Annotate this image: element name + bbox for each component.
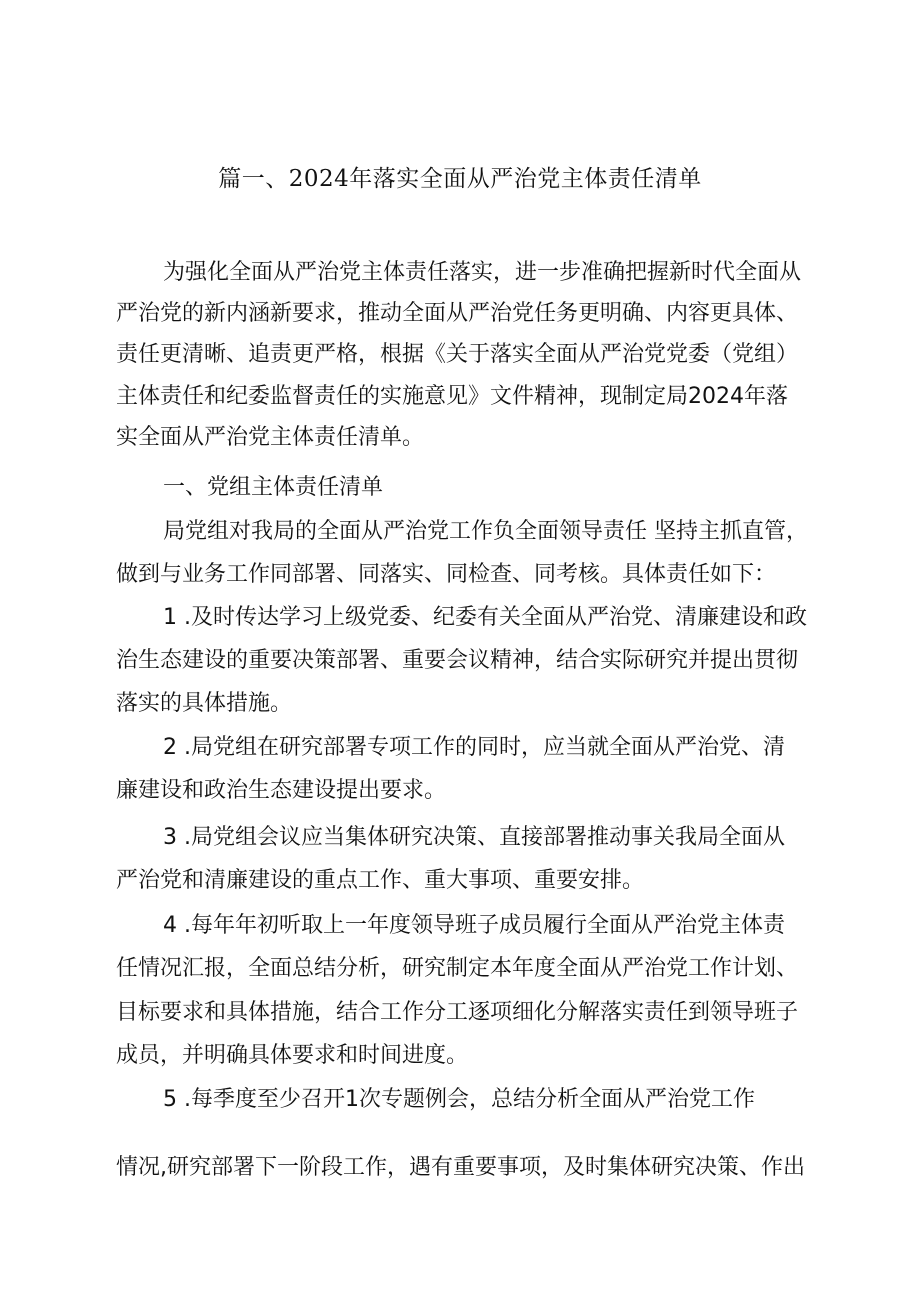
section-heading: 一、党组主体责任清单 xyxy=(163,475,384,500)
list-item-line: 目标要求和具体措施，结合工作分工逐项细化分解落实责任到领导班子 xyxy=(116,1000,799,1025)
list-item-line: 2 .局党组在研究部署专项工作的同时，应当就全面从严治党、清 xyxy=(163,735,785,760)
document-title: 篇一、2024年落实全面从严治党主体责任清单 xyxy=(218,166,702,192)
paragraph-line: 做到与业务工作同部署、同落实、同检查、同考核。具体责任如下： xyxy=(116,562,777,587)
list-item-line: 3 .局党组会议应当集体研究决策、直接部署推动事关我局全面从 xyxy=(163,825,785,850)
paragraph-line: 局党组对我局的全面从严治党工作负全面领导责任 坚持主抓直管， xyxy=(163,519,808,544)
paragraph-line: 严治党的新内涵新要求，推动全面从严治党任务更明确、内容更具体、 xyxy=(116,301,799,326)
list-item-line: 成员，并明确具体要求和时间进度。 xyxy=(116,1043,469,1068)
list-item-line: 廉建设和政治生态建设提出要求。 xyxy=(116,778,447,803)
list-item-line: 落实的具体措施。 xyxy=(116,691,293,716)
list-item-line: 5 .每季度至少召开1次专题例会，总结分析全面从严治党工作 xyxy=(163,1087,755,1112)
list-item-line: 任情况汇报，全面总结分析，研究制定本年度全面从严治党工作计划、 xyxy=(116,956,799,981)
paragraph-line: 主体责任和纪委监督责任的实施意见》文件精神，现制定局2024年落 xyxy=(116,384,788,409)
list-item-line: 严治党和清廉建设的重点工作、重大事项、重要安排。 xyxy=(116,868,645,893)
paragraph-line: 为强化全面从严治党主体责任落实，进一步准确把握新时代全面从 xyxy=(163,260,802,285)
paragraph-line: 责任更清晰、追责更严格，根据《关于落实全面从严治党党委（党组） xyxy=(116,342,799,367)
list-item-line: 1 .及时传达学习上级党委、纪委有关全面从严治党、清廉建设和政 xyxy=(163,605,807,630)
list-item-line: 情况,研究部署下一阶段工作，遇有重要事项，及时集体研究决策、作出 xyxy=(116,1155,805,1180)
list-item-line: 4 .每年年初听取上一年度领导班子成员履行全面从严治党主体责 xyxy=(163,913,785,938)
paragraph-line: 实全面从严治党主体责任清单。 xyxy=(116,425,425,450)
list-item-line: 治生态建设的重要决策部署、重要会议精神，结合实际研究并提出贯彻 xyxy=(116,648,799,673)
